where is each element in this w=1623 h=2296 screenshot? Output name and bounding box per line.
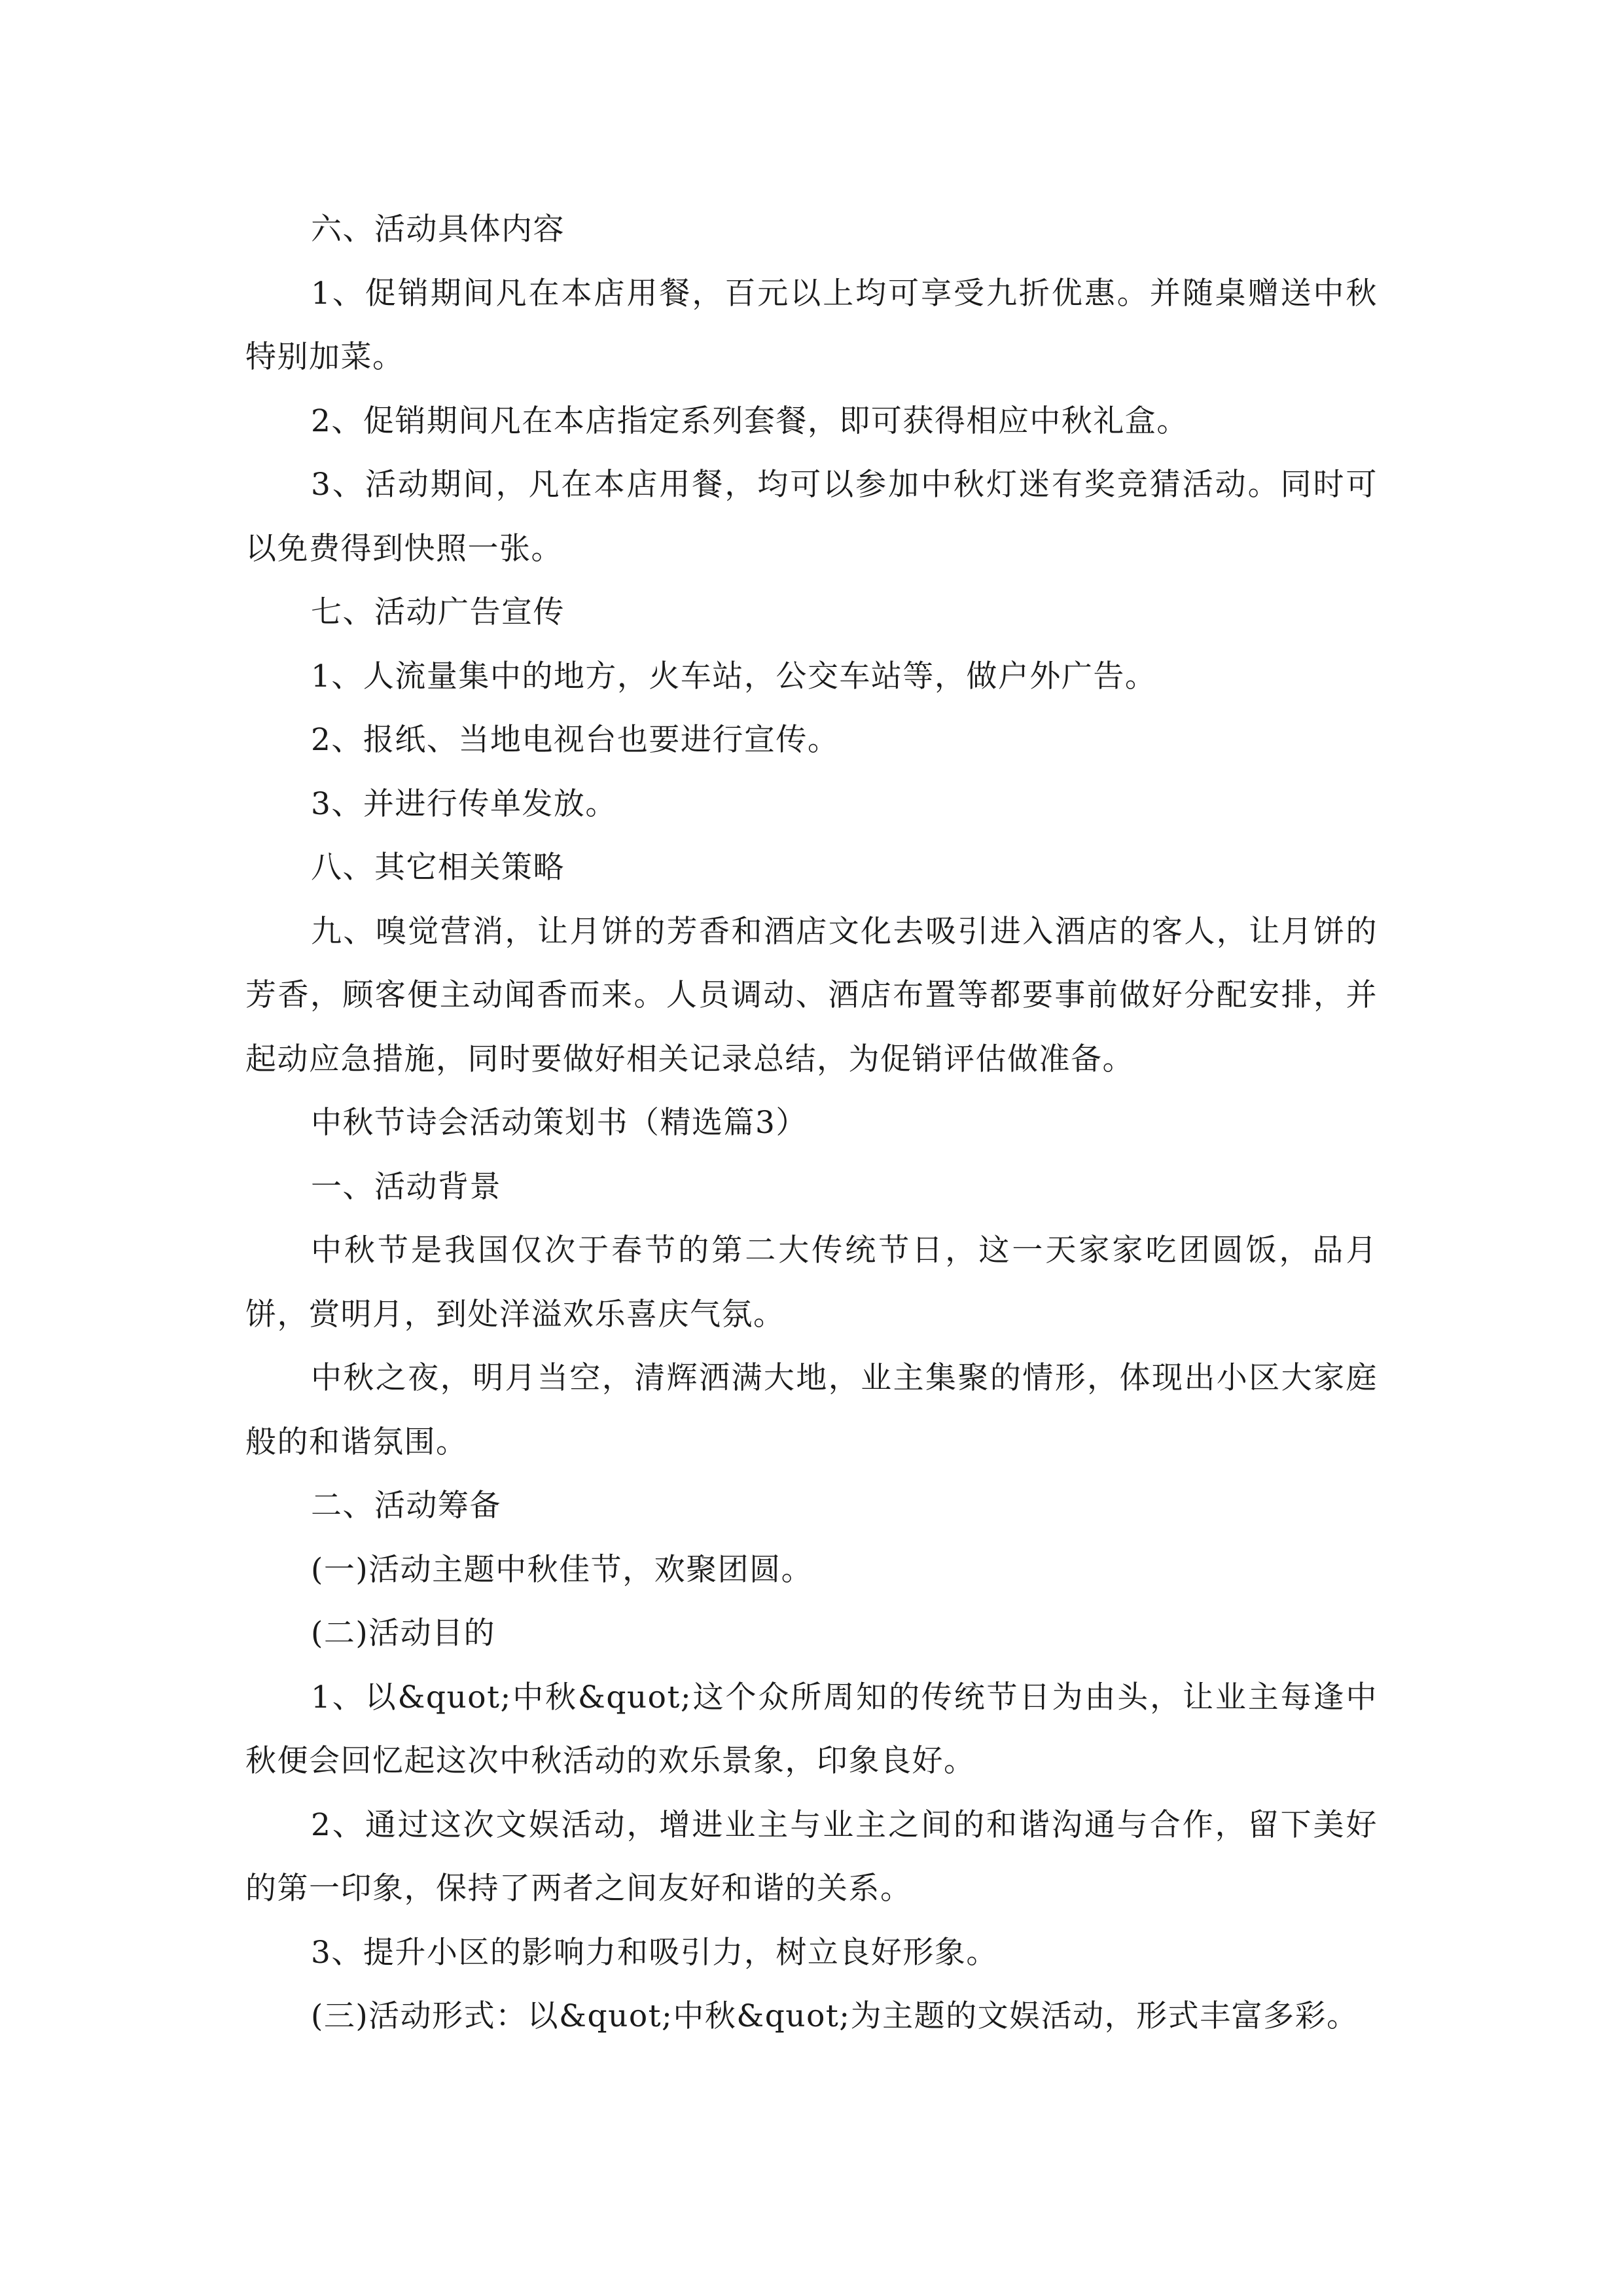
paragraph-purpose-2: 2、通过这次文娱活动，增进业主与业主之间的和谐沟通与合作，留下美好的第一印象，保持了两者之间友好和谐的关系。 (245, 1806, 1378, 1907)
heading-background: 一、活动背景 (311, 1168, 501, 1205)
paragraph-mid-autumn-night: 中秋之夜，明月当空，清辉洒满大地，业主集聚的情形，体现出小区大家庭般的和谐氛围。 (245, 1360, 1378, 1460)
paragraph-activity-form: (三)活动形式：以&quot;中秋&quot;为主题的文娱活动，形式丰富多彩。 (311, 1998, 1359, 2034)
paragraph-theme: (一)活动主题中秋佳节，欢聚团圆。 (311, 1551, 813, 1588)
paragraph-festival-intro: 中秋节是我国仅次于春节的第二大传统节日，这一天家家吃团圆饭，品月饼，赏明月，到处洋溢欢乐喜庆气氛。 (245, 1232, 1378, 1333)
heading-section-6: 六、活动具体内容 (311, 211, 565, 247)
paragraph-purpose-1: 1、以&quot;中秋&quot;这个众所周知的传统节日为由头，让业主每逢中秋便会回忆起这次中秋活动的欢乐景象，印象良好。 (245, 1679, 1378, 1779)
paragraph-lantern-riddle: 3、活动期间，凡在本店用餐，均可以参加中秋灯迷有奖竞猜活动。同时可以免费得到快照一张。 (245, 467, 1378, 567)
heading-section-8: 八、其它相关策略 (311, 850, 565, 886)
paragraph-media-ads: 2、报纸、当地电视台也要进行宣传。 (311, 722, 840, 758)
heading-preparation: 二、活动筹备 (311, 1488, 501, 1524)
heading-article-title: 中秋节诗会活动策划书（精选篇3） (311, 1105, 808, 1141)
paragraph-section-9: 九、嗅觉营消，让月饼的芳香和酒店文化去吸引进入酒店的客人，让月饼的芳香，顾客便主动闻香而来。人员调动、酒店布置等都要事前做好分配安排，并起动应急措施，同时要做好相关记录总结，为促销评估做准备。 (245, 913, 1378, 1077)
paragraph-promo-discount: 1、促销期间凡在本店用餐，百元以上均可享受九折优惠。并随桌赠送中秋特别加菜。 (245, 275, 1378, 375)
heading-section-7: 七、活动广告宣传 (311, 594, 565, 630)
paragraph-flyers: 3、并进行传单发放。 (311, 785, 617, 822)
paragraph-purpose-3: 3、提升小区的影响力和吸引力，树立良好形象。 (311, 1934, 998, 1971)
heading-purpose: (二)活动目的 (311, 1615, 496, 1651)
paragraph-promo-giftbox: 2、促销期间凡在本店指定系列套餐，即可获得相应中秋礼盒。 (311, 403, 1188, 439)
document-body (245, 198, 1378, 2049)
paragraph-outdoor-ads: 1、人流量集中的地方，火车站，公交车站等，做户外广告。 (311, 658, 1157, 694)
